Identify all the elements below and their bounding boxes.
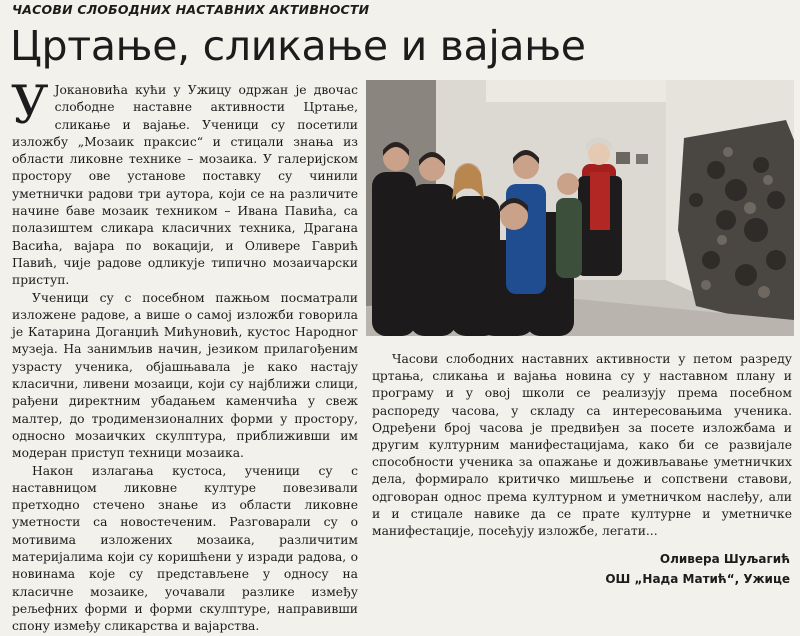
author-name: Оливера Шуљагић [659, 552, 790, 566]
article-paragraph: Након излагања кустоса, ученици су с наставницом ликовне културе повезивали претходно стечено знање из области ликовне уметности са новостеченим. Разговарали су о мотивима изложених мозаика, различитим материјалима који су коришћени у изради радова, о новинама које су представљене у односу на класичне мозаике, уочавали разлике између рељефних форми и форми скулптуре, направивши спону између сликарства и вајарства. [12, 463, 358, 634]
article-paragraph: У Јокановића кући у Ужицу одржан је двочас слободне наставне активности Цртање, сликање и вајање. Ученици су посетили изложбу „Мозаик праксис“ и стицали знања из области ликовне технике – мозаика. У галеријском простору ове установе поставку су чинили уметнички радови три аутора, који се на различите начине баве мозаик техником – Ивана Павића, са полазиштем сликара класичних техника, Драгана Васића, вајара по вокацији, и Оливере Гаврић Павић, чије радове одликује типично мозаичарски приступ. [11, 76, 358, 288]
article-right-column [372, 351, 792, 540]
article-paragraph: Ученици су с посебном пажњом посматрали изложене радове, а више о самој изложби говорила је Катарина Доганџић Мићуновић, кустос Народног музеја. На занимљив начин, језиком прилагођеним узрасту ученика, објашњавала је како настају класични, ливени мозаици, који су најближи слици, рађени директним убадањем каменчића у свеж малтер, до тродимензионалних форми у простору, односно мозаичких скулптура, приближивши им модеран приступ техници мозаика. [12, 290, 358, 461]
section-label: ЧАСОВИ СЛОБОДНИХ НАСТАВНИХ АКТИВНОСТИ [12, 2, 370, 17]
drop-cap: У [11, 76, 49, 136]
author-school: ОШ „Нада Матић“, Ужице [605, 572, 790, 586]
article-paragraph: Часови слободних наставних активности у петом разреду цртања, сликања и вајања новина су у наставном плану и програму и у овој школи се реализују према посебном распореду часова, у складу са интересовањима ученика. Одређени број часова је предвиђен за посете изложбама и другим културним манифестацијама, како би се развијале способности ученика за опажање и доживљавање уметничких дела, формирало критичко мишљење и сопствени ставови, одговоран однос према културном и уметничком наслеђу, али и и стицале навике да се прате културне и уметничке манифестације, посећују изложбе, легати... [372, 352, 792, 539]
article-photo [366, 80, 794, 336]
gallery-visit-photo [366, 80, 794, 336]
article-headline: Цртање, сликање и вајање [10, 22, 586, 70]
byline [605, 549, 790, 589]
article-left-column [11, 76, 358, 636]
